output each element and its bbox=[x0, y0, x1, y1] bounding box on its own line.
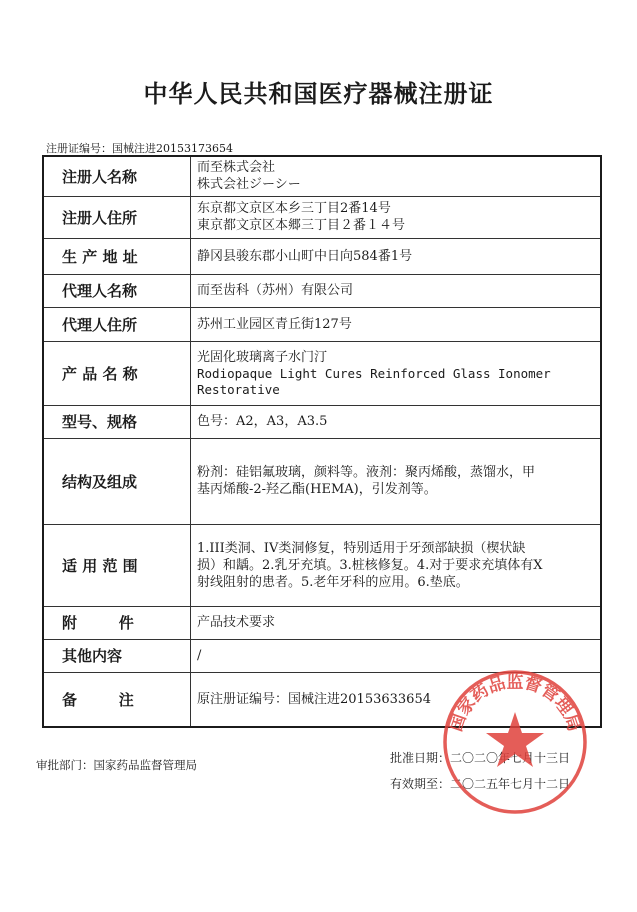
row-value bbox=[191, 274, 602, 307]
value-line: 静冈县骏东郡小山町中日向584番1号 bbox=[197, 248, 413, 264]
row-label: 备 注 bbox=[43, 672, 191, 727]
table-row bbox=[43, 196, 601, 238]
svg-text:国家药品监督管理局: 国家药品监督管理局 bbox=[446, 672, 584, 735]
value-line: Rodiopaque Light Cures Reinforced Glass Ionomer bbox=[197, 365, 551, 381]
value-line: 而至齿科（苏州）有限公司 bbox=[197, 283, 354, 298]
certificate-table bbox=[42, 155, 602, 728]
row-value bbox=[191, 438, 602, 524]
value-line: / bbox=[197, 648, 202, 663]
value-line: 光固化玻璃离子水门汀 bbox=[197, 349, 328, 365]
table-row bbox=[43, 606, 601, 639]
value-line: Restorative bbox=[197, 381, 280, 397]
value-line: 株式会社ジーシー bbox=[197, 177, 301, 193]
row-label: 代理人住所 bbox=[43, 307, 191, 341]
row-value bbox=[191, 341, 602, 405]
row-label: 注册人住所 bbox=[43, 196, 191, 238]
table-row bbox=[43, 156, 601, 196]
row-value bbox=[191, 196, 602, 238]
row-label: 适 用 范 围 bbox=[43, 524, 191, 606]
value-line: 射线阻射的患者。5.老年牙科的应用。6.垫底。 bbox=[197, 574, 469, 590]
table-row bbox=[43, 524, 601, 606]
page-title: 中华人民共和国医疗器械注册证 bbox=[143, 80, 494, 108]
row-label: 注册人名称 bbox=[43, 156, 191, 196]
value-line: 原注册证编号：国械注进20153633654 bbox=[197, 691, 431, 707]
table-row bbox=[43, 438, 601, 524]
row-value bbox=[191, 405, 602, 438]
row-label: 其他内容 bbox=[43, 639, 191, 672]
official-seal-stamp bbox=[440, 667, 590, 817]
row-label: 型号、规格 bbox=[43, 405, 191, 438]
value-line: 产品技术要求 bbox=[197, 615, 276, 630]
registration-number: 注册证编号：国械注进20153173654 bbox=[46, 142, 233, 155]
row-value bbox=[191, 307, 602, 341]
table-row bbox=[43, 307, 601, 341]
row-value bbox=[191, 606, 602, 639]
row-label: 生 产 地 址 bbox=[43, 238, 191, 274]
row-label: 结构及组成 bbox=[43, 438, 191, 524]
table-row bbox=[43, 238, 601, 274]
table-row bbox=[43, 274, 601, 307]
row-value bbox=[191, 156, 602, 196]
value-line: 基丙烯酸-2-羟乙酯(HEMA)，引发剂等。 bbox=[197, 482, 437, 497]
value-line: 而至株式会社 bbox=[197, 160, 276, 176]
approval-date: 批准日期：二〇二〇年七月十三日 bbox=[390, 751, 571, 765]
row-label: 代理人名称 bbox=[43, 274, 191, 307]
table-row bbox=[43, 341, 601, 405]
value-line: 1.III类洞、IV类洞修复，特别适用于牙颈部缺损（楔状缺 bbox=[197, 540, 526, 556]
value-line: 東京都文京区本郷三丁目２番１４号 bbox=[197, 218, 406, 233]
value-line: 粉剂：硅铝氟玻璃，颜料等。液剂：聚丙烯酸，蒸馏水，甲 bbox=[197, 465, 536, 480]
value-line: 损）和龋。2.乳牙充填。3.桩核修复。4.对于要求充填体有X bbox=[197, 557, 543, 573]
table-row bbox=[43, 405, 601, 438]
approval-dept: 审批部门：国家药品监督管理局 bbox=[36, 758, 197, 772]
valid-until: 有效期至：二〇二五年七月十二日 bbox=[390, 777, 571, 791]
row-label: 产 品 名 称 bbox=[43, 341, 191, 405]
row-value bbox=[191, 238, 602, 274]
row-value bbox=[191, 524, 602, 606]
row-label: 附 件 bbox=[43, 606, 191, 639]
value-line: 苏州工业园区青丘街127号 bbox=[197, 316, 352, 332]
value-line: 色号：A2，A3，A3.5 bbox=[197, 414, 328, 429]
value-line: 东京都文京区本乡三丁目2番14号 bbox=[197, 201, 391, 216]
